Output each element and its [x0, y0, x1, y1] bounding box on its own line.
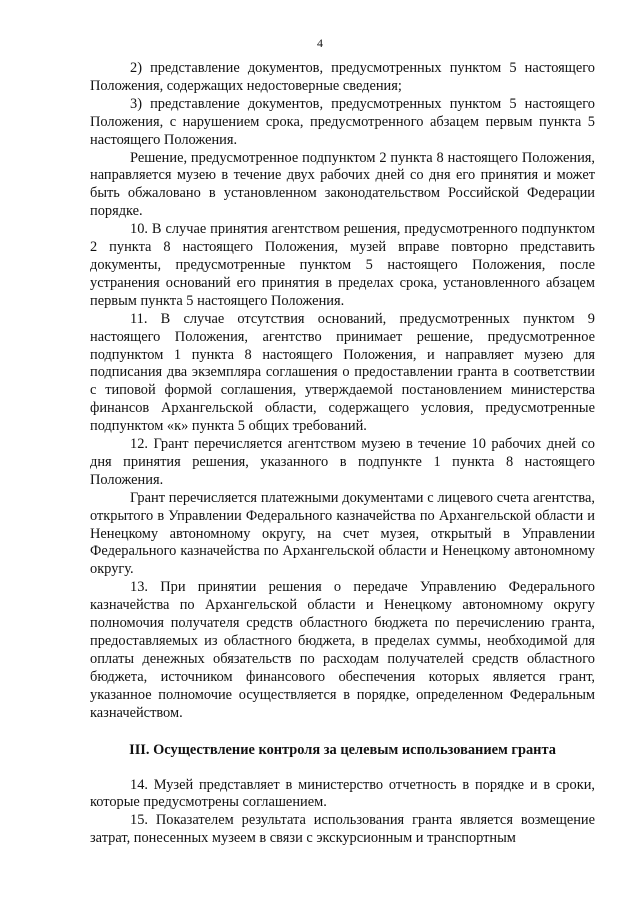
paragraph-13: 13. При принятии решения о передаче Управлению Федерального казначейства по Архангельской области и Ненецкому автономному округу полномочия получателя средств областного бюджета по перечислению гранта, предоставляемых из областного бюджета, в пределах суммы, необходимой для оплаты денежных обязательств по расходам получателей средств областного бюджета, источником финансового обеспечения которых является грант, указанное полномочие осуществляется в порядке, определенном Федеральным казначейством.: [90, 579, 595, 721]
page-number: 4: [317, 36, 323, 50]
paragraph-decision: Решение, предусмотренное подпунктом 2 пункта 8 настоящего Положения, направляется музею в течение двух рабочих дней со дня его принятия и может быть обжаловано в установленном законодательством Российской Федерации порядке.: [90, 149, 595, 220]
paragraph-12: 12. Грант перечисляется агентством музею в течение 10 рабочих дней со дня принятия решения, указанного в подпункте 1 пункта 8 настоящего Положения.: [90, 436, 595, 488]
paragraph-10: 10. В случае принятия агентством решения, предусмотренного подпунктом 2 пункта 8 настоящего Положения, музей вправе повторно представить документы, предусмотренные пунктом 5 настоящего Положения, после устранения оснований его принятия в пределах срока, установленного абзацем первым пункта 5 настоящего Положения.: [90, 221, 595, 309]
paragraph-11: 11. В случае отсутствия оснований, предусмотренных пунктом 9 настоящего Положения, агентство принимает решение, предусмотренное подпунктом 1 пункта 8 настоящего Положения, и направляет музею для подписания два экземпляра соглашения о предоставлении гранта в соответствии с типовой формой соглашения, утверждаемой постановлением министерства финансов Архангельской области, содержащего условия, предусмотренные подпунктом «к» пункта 5 общих требований.: [90, 310, 595, 435]
paragraph-15: 15. Показателем результата использования гранта является возмещение затрат, понесенных музеем в связи с экскурсионным и транспортным: [90, 812, 595, 847]
document-body: [90, 60, 595, 848]
section-heading: III. Осуществление контроля за целевым использованием гранта: [129, 741, 556, 758]
paragraph-item-3: 3) представление документов, предусмотренных пунктом 5 настоящего Положения, с нарушением срока, предусмотренного абзацем первым пункта 5 настоящего Положения.: [90, 95, 595, 148]
paragraph-grant-transfer: Грант перечисляется платежными документами с лицевого счета агентства, открытого в Управлении Федерального казначейства по Архангельской области и Ненецкому автономному округу, на счет музея, открытый в Управлении Федерального казначейства по Архангельской области и Ненецкому автономному округу.: [90, 489, 595, 578]
paragraph-14: 14. Музей представляет в министерство отчетность в порядке и в сроки, которые предусмотрены соглашением.: [90, 776, 595, 811]
paragraph-item-2: 2) представление документов, предусмотренных пунктом 5 настоящего Положения, содержащих недостоверные сведения;: [90, 60, 595, 94]
